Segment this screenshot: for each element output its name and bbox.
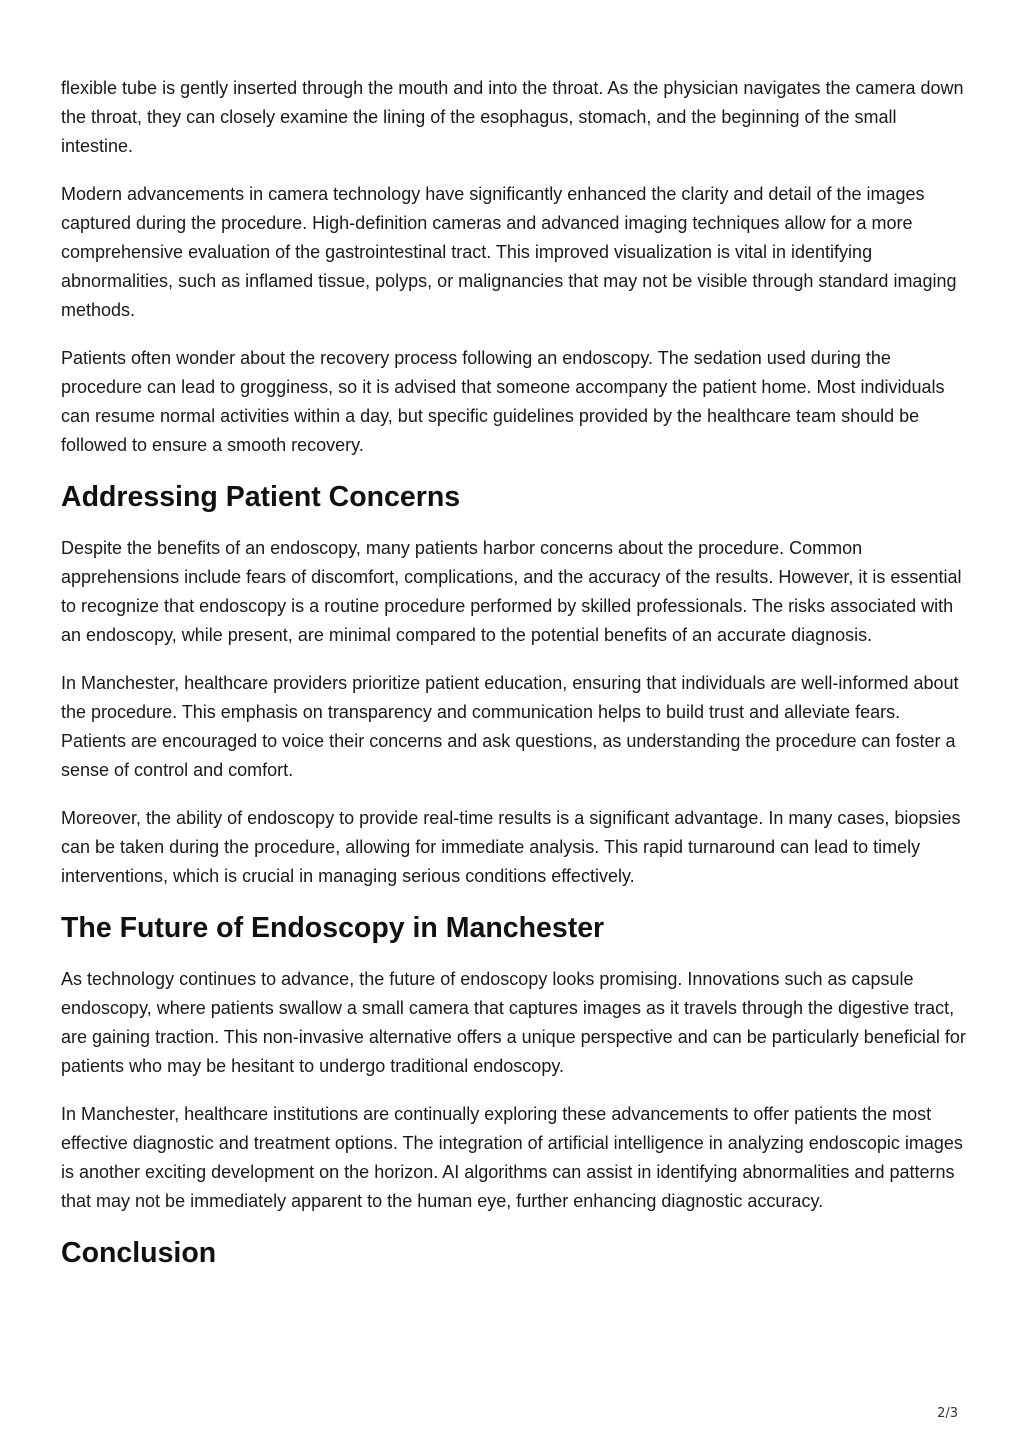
paragraph-capsule-endoscopy: As technology continues to advance, the future of endoscopy looks promising. Innovations such as capsule endoscopy, where patients swallow a small camera that captures images as it travels through the digestive tract, are gaining traction. This non-invasive alternative offers a unique perspective and can be particularly beneficial for patients who may be hesitant to undergo traditional endoscopy. [61, 969, 966, 1076]
document-page [61, 74, 966, 1290]
paragraph-endoscopy-camera: flexible tube is gently inserted through the mouth and into the throat. As the physician navigates the camera down the throat, they can closely examine the lining of the esophagus, stomach, and the beginning of the small intestine. [61, 78, 964, 156]
heading-future-of-endoscopy: The Future of Endoscopy in Manchester [61, 912, 605, 944]
paragraph-camera-technology: Modern advancements in camera technology have significantly enhanced the clarity and detail of the images captured during the procedure. High-definition cameras and advanced imaging techniques allow for a more comprehensive evaluation of the gastrointestinal tract. This improved visualization is vital in identifying abnormalities, such as inflamed tissue, polyps, or malignancies that may not be visible through standard imaging methods. [61, 184, 957, 320]
heading-conclusion: Conclusion [61, 1237, 217, 1269]
paragraph-ai-integration: In Manchester, healthcare institutions are continually exploring these advancements to offer patients the most effective diagnostic and treatment options. The integration of artificial intelligence in analyzing endoscopic images is another exciting development on the horizon. AI algorithms can assist in identifying abnormalities and patterns that may not be immediately apparent to the human eye, further enhancing diagnostic accuracy. [61, 1104, 963, 1211]
paragraph-patient-education: In Manchester, healthcare providers prioritize patient education, ensuring that individuals are well-informed about the procedure. This emphasis on transparency and communication helps to build trust and alleviate fears. Patients are encouraged to voice their concerns and ask questions, as understanding the procedure can foster a sense of control and comfort. [61, 673, 959, 780]
page-number: 2/3 [937, 1406, 958, 1421]
paragraph-patient-concerns: Despite the benefits of an endoscopy, many patients harbor concerns about the procedure. Common apprehensions include fears of discomfort, complications, and the accuracy of the results. However, it is essential to recognize that endoscopy is a routine procedure performed by skilled professionals. The risks associated with an endoscopy, while present, are minimal compared to the potential benefits of an accurate diagnosis. [61, 538, 962, 645]
paragraph-recovery-process: Patients often wonder about the recovery process following an endoscopy. The sedation used during the procedure can lead to grogginess, so it is advised that someone accompany the patient home. Most individuals can resume normal activities within a day, but specific guidelines provided by the healthcare team should be followed to ensure a smooth recovery. [61, 348, 945, 455]
paragraph-real-time-results: Moreover, the ability of endoscopy to provide real-time results is a significant advantage. In many cases, biopsies can be taken during the procedure, allowing for immediate analysis. This rapid turnaround can lead to timely interventions, which is crucial in managing serious conditions effectively. [61, 808, 961, 886]
heading-addressing-patient-concerns: Addressing Patient Concerns [61, 481, 461, 513]
